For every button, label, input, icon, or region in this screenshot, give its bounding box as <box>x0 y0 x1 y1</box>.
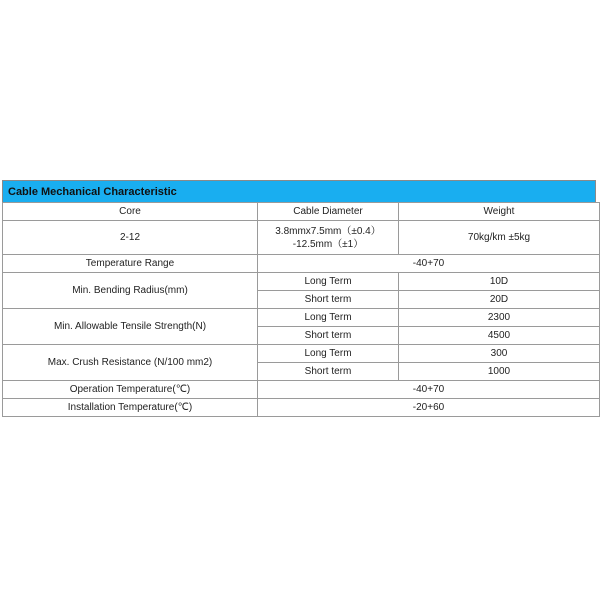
crush-resistance-label: Max. Crush Resistance (N/100 mm2) <box>3 345 258 381</box>
spec-row <box>3 221 600 255</box>
diameter-value <box>258 221 399 255</box>
core-value: 2-12 <box>3 221 258 255</box>
bending-radius-long-row <box>3 273 600 291</box>
tensile-strength-long-row <box>3 309 600 327</box>
installation-temperature-row <box>3 399 600 417</box>
operation-temperature-row <box>3 381 600 399</box>
tensile-strength-long-value: 2300 <box>399 309 600 327</box>
temperature-range-value: -40+70 <box>258 255 600 273</box>
diameter-line-1: 3.8mmx7.5mm（±0.4） <box>275 225 381 237</box>
header-core: Core <box>3 203 258 221</box>
header-weight: Weight <box>399 203 600 221</box>
crush-resistance-short-value: 1000 <box>399 363 600 381</box>
mechanical-characteristics-table <box>2 202 600 417</box>
bending-radius-long-label: Long Term <box>258 273 399 291</box>
diameter-line-2: -12.5mm（±1） <box>292 238 364 250</box>
temperature-range-label: Temperature Range <box>3 255 258 273</box>
temperature-range-row <box>3 255 600 273</box>
bending-radius-label: Min. Bending Radius(mm) <box>3 273 258 309</box>
tensile-strength-label: Min. Allowable Tensile Strength(N) <box>3 309 258 345</box>
bending-radius-short-label: Short term <box>258 291 399 309</box>
crush-resistance-long-label: Long Term <box>258 345 399 363</box>
tensile-strength-short-value: 4500 <box>399 327 600 345</box>
header-row <box>3 203 600 221</box>
table-title: Cable Mechanical Characteristic <box>8 185 177 198</box>
bending-radius-long-value: 10D <box>399 273 600 291</box>
installation-temperature-value: -20+60 <box>258 399 600 417</box>
bending-radius-short-value: 20D <box>399 291 600 309</box>
installation-temperature-label: Installation Temperature(℃) <box>3 399 258 417</box>
crush-resistance-short-label: Short term <box>258 363 399 381</box>
operation-temperature-label: Operation Temperature(℃) <box>3 381 258 399</box>
crush-resistance-long-row <box>3 345 600 363</box>
spec-sheet <box>2 180 596 417</box>
crush-resistance-long-value: 300 <box>399 345 600 363</box>
table-title-bar <box>2 180 596 202</box>
weight-value: 70kg/km ±5kg <box>399 221 600 255</box>
tensile-strength-long-label: Long Term <box>258 309 399 327</box>
tensile-strength-short-label: Short term <box>258 327 399 345</box>
header-cable-diameter: Cable Diameter <box>258 203 399 221</box>
operation-temperature-value: -40+70 <box>258 381 600 399</box>
